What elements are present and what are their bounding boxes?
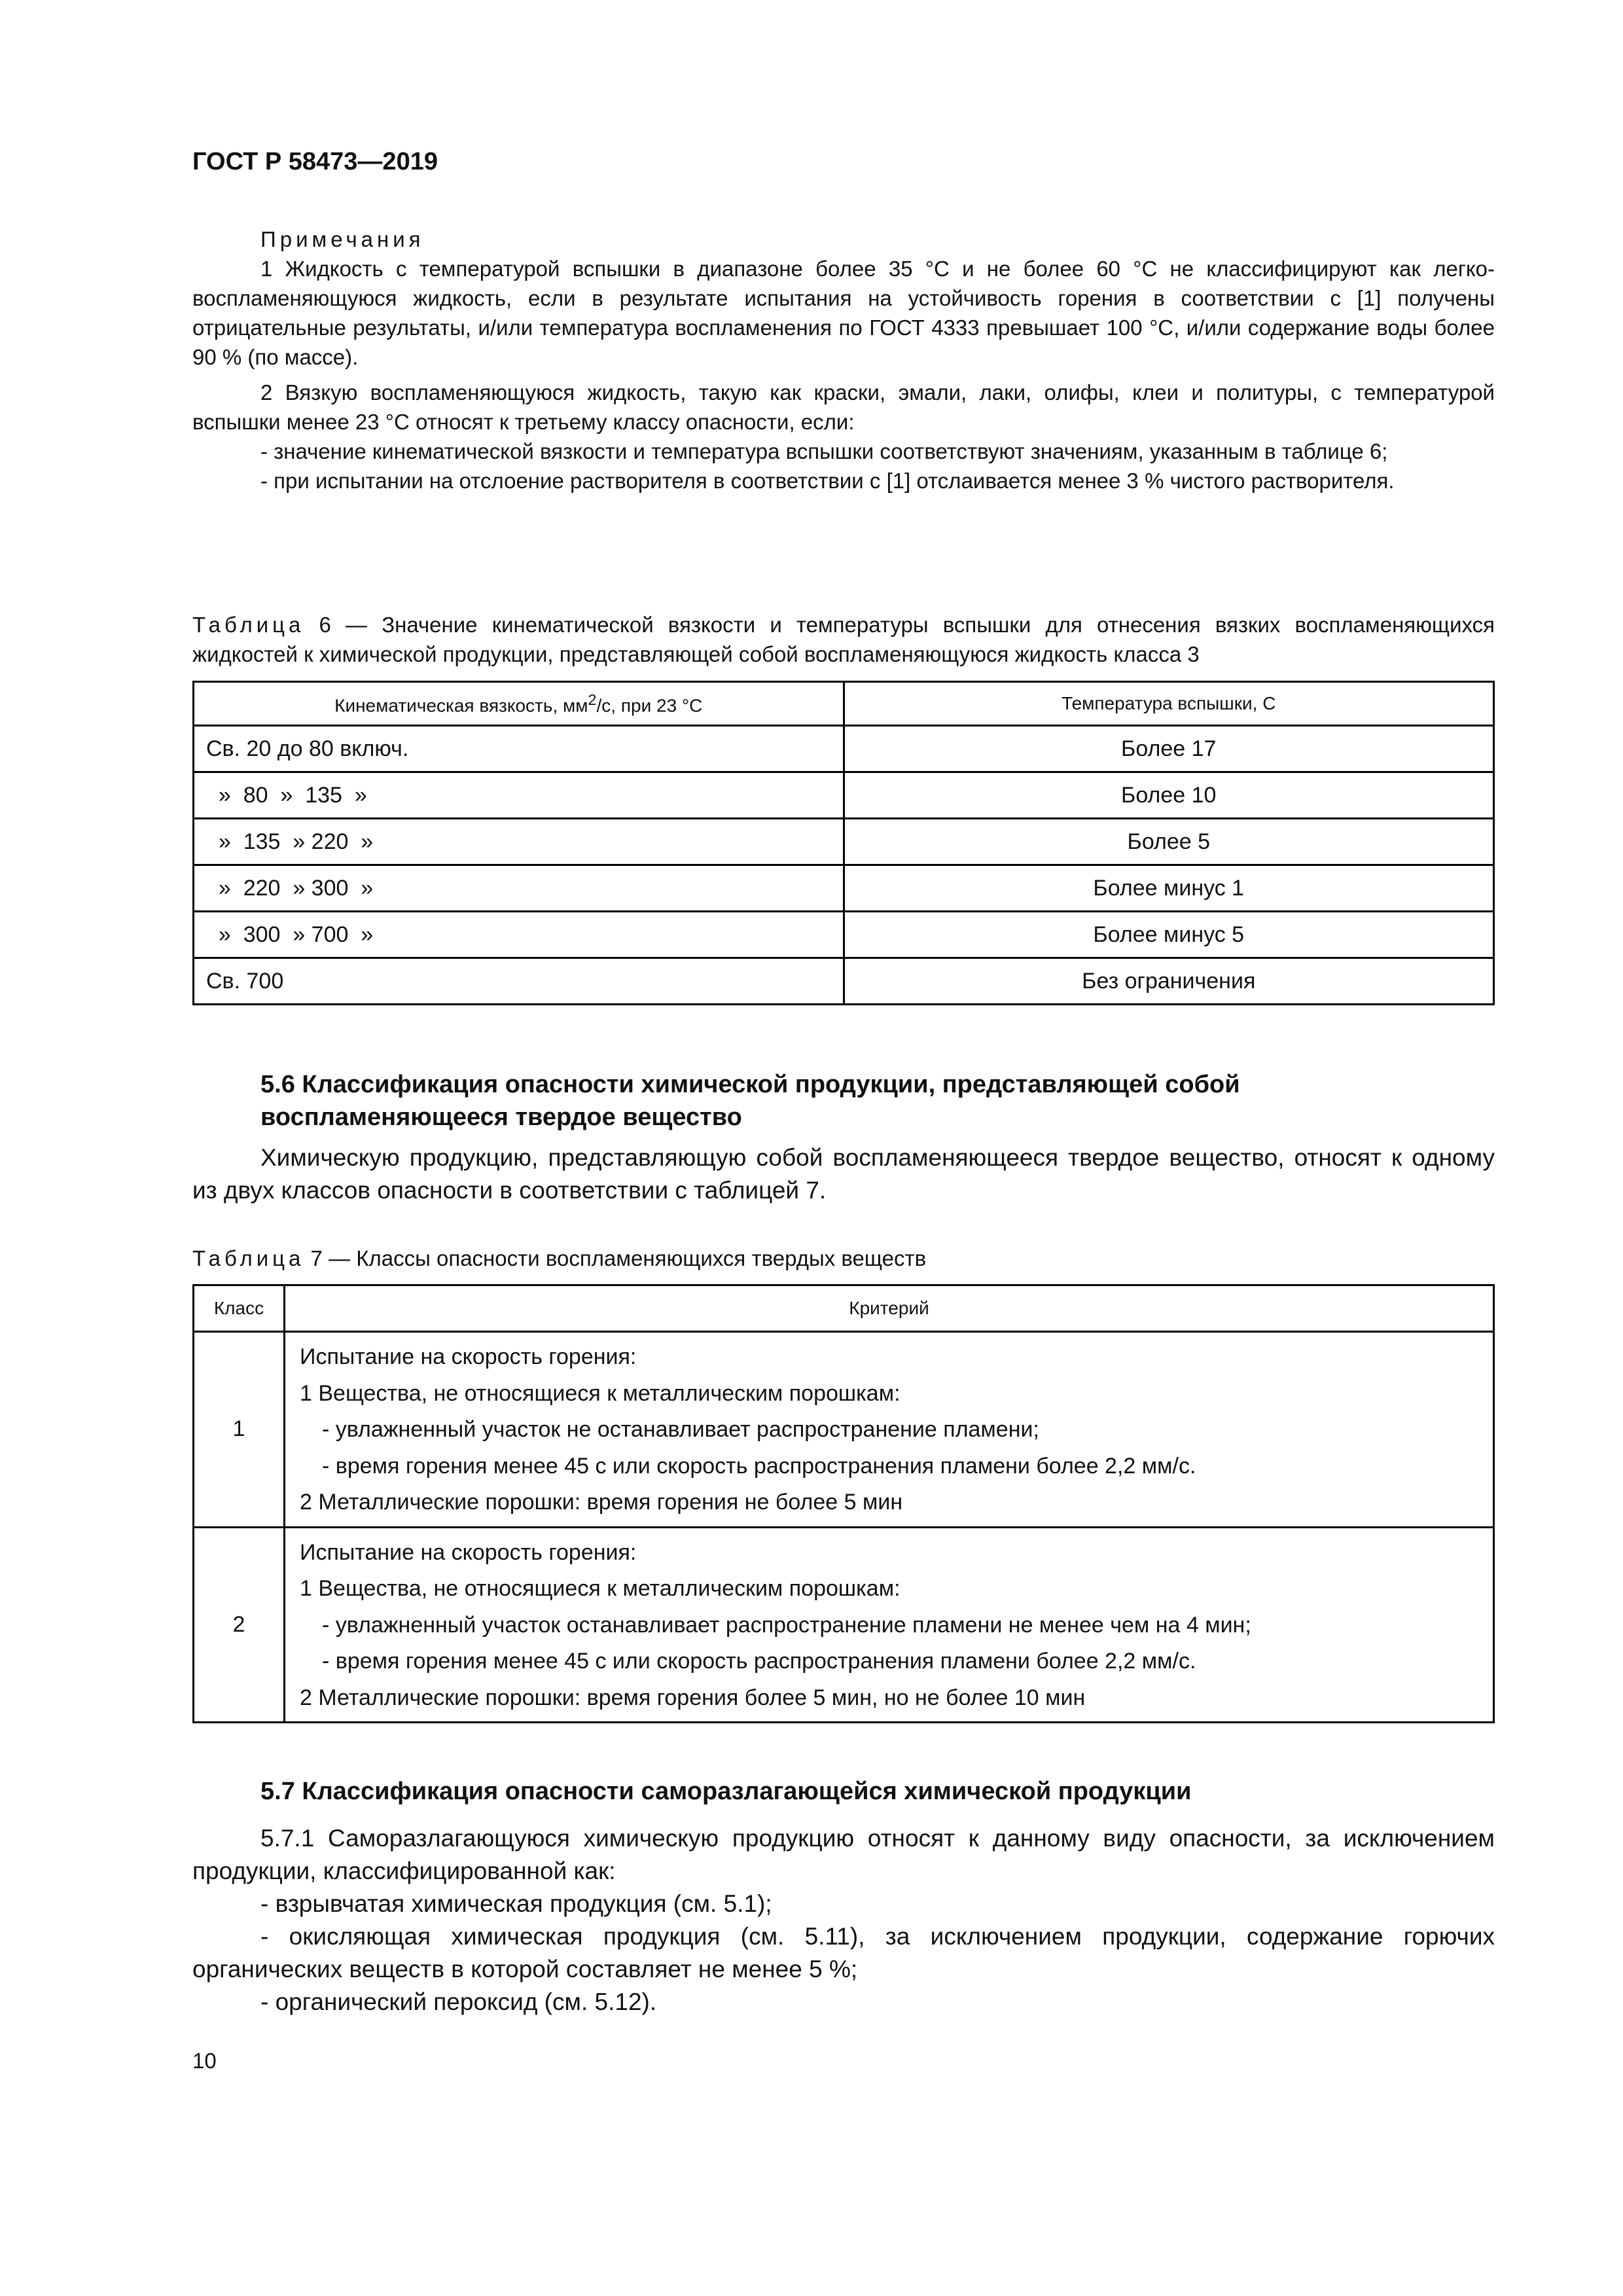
viscosity-cell: » 80 » 135 » <box>194 772 844 819</box>
table7-caption-text: 7 — Классы опасности воспламеняющихся твердых веществ <box>304 1246 927 1270</box>
section-5-7-item: - окисляющая химическая продукция (см. 5.11), за исключением продукции, содержание горючих органических веществ в которой составляет не менее 5 %; <box>192 1923 1495 1982</box>
table6-caption-prefix: Таблица <box>192 613 305 637</box>
section-5-7-para: 5.7.1 Саморазлагающуюся химическую продукцию относят к данному виду опасности, за исключением продукции, классифицированной как: <box>192 1825 1495 1884</box>
temp-cell: Более 17 <box>844 726 1494 772</box>
table7-header-criterion: Критерий <box>285 1285 1494 1332</box>
table-row <box>194 1527 1494 1723</box>
criterion-cell <box>285 1332 1494 1528</box>
criterion-line: - время горения менее 45 с или скорость распространения пламени более 2,2 мм/с. <box>322 1649 1196 1674</box>
table-row <box>194 772 1494 819</box>
temp-cell: Более минус 1 <box>844 865 1494 912</box>
class-cell: 1 <box>194 1332 285 1528</box>
criterion-line: - время горения менее 45 с или скорость распространения пламени более 2,2 мм/с. <box>322 1453 1196 1479</box>
table-row <box>194 912 1494 958</box>
table6-caption <box>192 610 1495 669</box>
table6-header-temp: Температура вспышки, С <box>844 682 1494 726</box>
criterion-line: - увлажненный участок не останавливает распространение пламени; <box>322 1417 1039 1442</box>
criterion-line: 1 Вещества, не относящиеся к металлическим порошкам: <box>300 1576 901 1601</box>
table-6 <box>192 681 1495 1005</box>
temp-cell: Более 5 <box>844 819 1494 865</box>
viscosity-cell: Св. 700 <box>194 958 844 1005</box>
table6-header-row <box>194 682 1494 726</box>
temp-cell: Более минус 5 <box>844 912 1494 958</box>
viscosity-cell: » 220 » 300 » <box>194 865 844 912</box>
section-5-6 <box>192 1068 1495 1207</box>
criterion-line: 2 Металлические порошки: время горения не более 5 мин <box>300 1490 903 1515</box>
table6-caption-text: 6 — Значение кинематической вязкости и температуры вспышки для отнесения вязких воспламеняющихся жидкостей к химической продукции, представляющей собой воспламеняющуюся жидкость класса 3 <box>192 613 1495 666</box>
table-row <box>194 819 1494 865</box>
section-5-7-item: - взрывчатая химическая продукция (см. 5.1); <box>260 1890 772 1917</box>
criterion-line: Испытание на скорость горения: <box>300 1344 637 1369</box>
note-1: 1 Жидкость с температурой вспышки в диапазоне более 35 °С и не более 60 °С не классифицируют как легко-воспламеняющуюся жидкость, если в результате испытания на устойчивость горения в соответствии с [1] получены отрицательные результаты, и/или температура воспламенения по ГОСТ 4333 превышает 100 °С, и/или содержание воды более 90 % (по массе). <box>192 257 1495 369</box>
notes-title: Примечания <box>260 227 425 251</box>
viscosity-cell: » 300 » 700 » <box>194 912 844 958</box>
table-row <box>194 726 1494 772</box>
table6-header-viscosity: Кинематическая вязкость, $мм^2/с$, при 23 °С <box>194 682 844 726</box>
criterion-line: 1 Вещества, не относящиеся к металлическим порошкам: <box>300 1380 901 1406</box>
section-5-6-text: Химическую продукцию, представляющую собой воспламеняющееся твердое вещество, относят к одному из двух классов опасности в соответствии с таблицей 7. <box>192 1144 1495 1204</box>
criterion-line: - увлажненный участок останавливает распространение пламени не менее чем на 4 мин; <box>322 1612 1251 1638</box>
note-2-item: - значение кинематической вязкости и температура вспышки соответствуют значениям, указанным в таблице 6; <box>260 439 1388 463</box>
viscosity-cell: Св. 20 до 80 включ. <box>194 726 844 772</box>
section-5-6-heading: 5.6 Классификация опасности химической продукции, представляющей собой воспламеняющееся твердое вещество <box>260 1071 1240 1131</box>
note-2-item: - при испытании на отслоение растворителя в соответствии с [1] отслаивается менее 3 % чистого растворителя. <box>260 469 1395 493</box>
document-code: ГОСТ Р 58473—2019 <box>192 148 438 175</box>
table7-caption <box>192 1244 1495 1273</box>
table-row <box>194 1332 1494 1528</box>
section-5-7 <box>192 1775 1495 2018</box>
temp-cell: Более 10 <box>844 772 1494 819</box>
temp-cell: Без ограничения <box>844 958 1494 1005</box>
criterion-cell <box>285 1527 1494 1723</box>
section-5-7-heading: 5.7 Классификация опасности саморазлагающейся химической продукции <box>260 1778 1192 1805</box>
table7-header-row <box>194 1285 1494 1332</box>
page-number: 10 <box>192 2049 217 2073</box>
section-5-7-item: - органический пероксид (см. 5.12). <box>260 1988 657 2015</box>
table7-caption-prefix: Таблица <box>192 1246 305 1270</box>
class-cell: 2 <box>194 1527 285 1723</box>
criterion-line: Испытание на скорость горения: <box>300 1539 637 1565</box>
notes-block <box>192 224 1495 495</box>
table-7 <box>192 1284 1495 1723</box>
table-row <box>194 865 1494 912</box>
table-row <box>194 958 1494 1005</box>
note-2: 2 Вязкую воспламеняющуюся жидкость, такую как краски, эмали, лаки, олифы, клеи и политуры, с температурой вспышки менее 23 °С относят к третьему классу опасности, если: <box>192 380 1495 434</box>
viscosity-cell: » 135 » 220 » <box>194 819 844 865</box>
criterion-line: 2 Металлические порошки: время горения более 5 мин, но не более 10 мин <box>300 1685 1086 1710</box>
table7-header-class: Класс <box>194 1285 285 1332</box>
